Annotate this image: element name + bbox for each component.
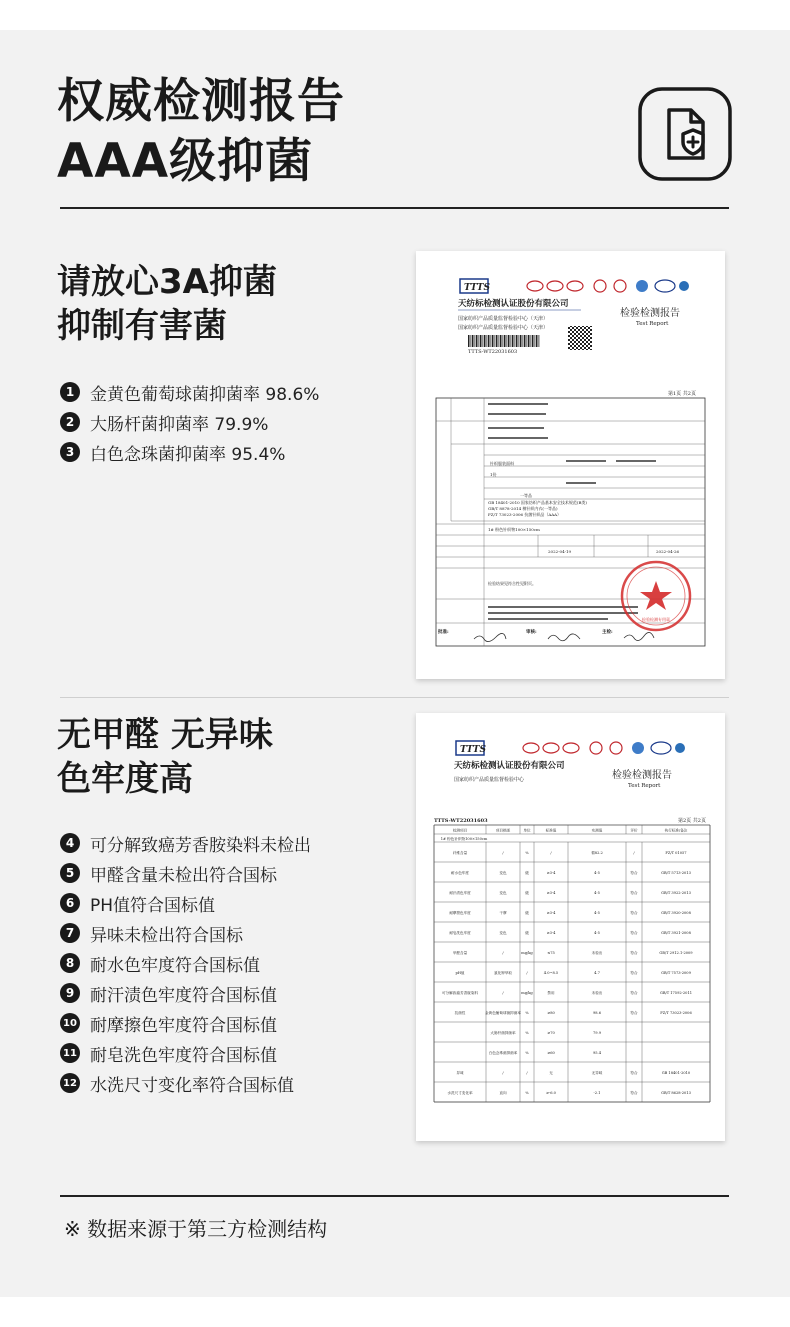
footer-note: ※ 数据来源于第三方检测结构 xyxy=(64,1217,328,1241)
table-cell: 4-5 xyxy=(594,911,600,915)
table-cell: 95.4 xyxy=(592,1051,602,1055)
table-cell: 级 xyxy=(525,911,529,915)
number-badge: 3 xyxy=(60,442,80,462)
table-header-cell: 评价 xyxy=(630,828,638,833)
table-cell: 白色念珠菌抑菌率 xyxy=(488,1051,518,1055)
table-cell: GB/T 5713-2013 xyxy=(661,871,691,875)
table-cell: 4.0~8.5 xyxy=(543,971,559,975)
signatures xyxy=(438,628,654,642)
svg-text:TTTS: TTTS xyxy=(464,283,490,293)
table-cell: ≥-6.0 xyxy=(546,1091,556,1095)
section1-title-line-2: 抑制有害菌 xyxy=(57,306,227,346)
number-badge: 8 xyxy=(60,953,80,973)
list-item-text: 耐摩擦色牢度符合国标值 xyxy=(90,1015,277,1036)
certified-document-icon xyxy=(637,86,733,182)
table-cell: 无异味 xyxy=(591,1071,603,1075)
table-header-cell: 检测项目 xyxy=(452,828,468,833)
svg-text:一等品: 一等品 xyxy=(520,493,532,498)
table-cell: ≥80 xyxy=(547,1011,555,1015)
page-title-line-1: 权威检测报告 xyxy=(57,74,345,129)
table-cell: 98.6 xyxy=(592,1011,602,1015)
table-cell: 大肠杆菌抑菌率 xyxy=(490,1031,516,1035)
svg-text:2022-04-19: 2022-04-19 xyxy=(548,549,572,554)
table-cell: FZ/T 01057 xyxy=(665,851,687,855)
report1-title: 检验检测报告 xyxy=(620,308,680,319)
section2-title-line-1: 无甲醛 无异味 xyxy=(57,715,273,755)
svg-text:GB/T 8878-2014 棉针织内衣(一等品): GB/T 8878-2014 棉针织内衣(一等品) xyxy=(488,506,558,511)
list-item-text: 金黄色葡萄球菌抑菌率 98.6% xyxy=(90,384,320,405)
table-cell: % xyxy=(525,851,529,855)
table-cell: % xyxy=(525,1051,529,1055)
table-cell: pH值 xyxy=(455,971,465,975)
table-cell: % xyxy=(525,1091,529,1095)
table-cell: 变色 xyxy=(499,931,507,935)
number-badge: 11 xyxy=(60,1043,80,1063)
table-cell: GB/T 3922-2013 xyxy=(661,891,691,895)
table-cell: 级 xyxy=(525,931,529,935)
test-report-page-1 xyxy=(416,251,725,679)
table-cell: 金黄色葡萄球菌抑菌率 xyxy=(485,1011,521,1015)
table-cell: 甲醛含量 xyxy=(452,951,468,955)
table-cell: / xyxy=(502,951,504,955)
table-cell: 耐摩擦色牢度 xyxy=(449,911,471,915)
svg-text:1份: 1份 xyxy=(490,472,497,477)
table-cell: 符合 xyxy=(630,1071,638,1075)
number-badge: 4 xyxy=(60,833,80,853)
number-badge: 1 xyxy=(60,382,80,402)
table-cell: 级 xyxy=(525,891,529,895)
table-cell: 4.7 xyxy=(594,971,600,975)
table-header-cell: 项目描述 xyxy=(495,828,511,833)
table-cell: 符合 xyxy=(630,1091,638,1095)
svg-text:1# 粉色针织物100×150cm: 1# 粉色针织物100×150cm xyxy=(488,527,540,532)
table-cell: 可分解致癌芳香胺染料 xyxy=(442,991,478,995)
list-item-text: 耐汗渍色牢度符合国标值 xyxy=(90,985,277,1006)
top-band xyxy=(0,0,790,30)
table-cell: 符合 xyxy=(630,931,638,935)
table-cell: GB/T 2912.1-2009 xyxy=(659,951,693,955)
list-item xyxy=(60,978,311,1008)
list-item xyxy=(60,828,311,858)
section1-title-line-1: 请放心3A抑菌 xyxy=(57,262,277,302)
table-cell: 变色 xyxy=(499,871,507,875)
table-cell: ≥70 xyxy=(547,1031,555,1035)
list-item-text: 耐水色牢度符合国标值 xyxy=(90,955,260,976)
table-cell: / xyxy=(502,851,504,855)
svg-text:主检:: 主检: xyxy=(602,630,613,635)
table-cell: 符合 xyxy=(630,971,638,975)
table-cell: 符合 xyxy=(630,991,638,995)
list-item-text: 异味未检出符合国标 xyxy=(90,925,243,946)
divider-bottom xyxy=(60,1195,729,1197)
table-cell: 耐水色牢度 xyxy=(451,871,469,875)
table-cell: / xyxy=(550,851,552,855)
table-cell: 直向 xyxy=(499,1091,507,1095)
list-item xyxy=(60,1038,311,1068)
number-badge: 10 xyxy=(60,1013,80,1033)
list-item xyxy=(60,437,319,467)
report1-page: 第1页 共2页 xyxy=(668,391,696,397)
number-badge: 7 xyxy=(60,923,80,943)
table-cell: 氯化钾萃取 xyxy=(494,971,512,975)
list-item xyxy=(60,377,319,407)
table-cell: / xyxy=(633,851,635,855)
report2-center: 国家纺织产品质量监督检验中心 xyxy=(454,777,525,783)
section2-list xyxy=(60,828,311,1098)
table-cell: 未检出 xyxy=(591,991,603,995)
number-badge: 12 xyxy=(60,1073,80,1093)
list-item-text: 可分解致癌芳香胺染料未检出 xyxy=(90,835,311,856)
bottom-band xyxy=(0,1297,790,1327)
table-cell: -2.1 xyxy=(593,1091,601,1095)
svg-text:检验检测专用章: 检验检测专用章 xyxy=(642,617,670,622)
table-cell: FZ/T 73023-2006 xyxy=(660,1011,692,1015)
list-item-text: 大肠杆菌抑菌率 79.9% xyxy=(90,414,269,435)
table-cell: ≥3-4 xyxy=(546,931,556,935)
list-item xyxy=(60,948,311,978)
inspection-stamp xyxy=(622,562,690,630)
table-cell: 未检出 xyxy=(591,951,603,955)
table-header-cell: 单位 xyxy=(523,828,531,833)
certification-marks xyxy=(527,280,689,292)
table-cell: 符合 xyxy=(630,1011,638,1015)
list-item xyxy=(60,858,311,888)
table-cell: 干摩 xyxy=(499,911,507,915)
table-cell: / xyxy=(502,991,504,995)
table-cell: GB/T 17592-2011 xyxy=(659,991,693,995)
table-cell: GB/T 3920-2008 xyxy=(661,911,691,915)
list-item xyxy=(60,407,319,437)
report2-table xyxy=(434,825,710,1102)
list-item-text: 甲醛含量未检出符合国标 xyxy=(90,865,277,886)
table-cell: GB/T 8628-2013 xyxy=(661,1091,691,1095)
list-item xyxy=(60,918,311,948)
report1-center: 国家纺织产品质量监督检验中心（天津） xyxy=(458,316,549,322)
list-item-text: 耐皂洗色牢度符合国标值 xyxy=(90,1045,277,1066)
table-cell: % xyxy=(525,1031,529,1035)
svg-text:检验结果见符合性见附页。: 检验结果见符合性见附页。 xyxy=(488,581,536,586)
page-title xyxy=(57,72,345,192)
list-item xyxy=(60,1068,311,1098)
report2-number: TTTS-WT22031603 xyxy=(434,818,488,824)
svg-text:批准:: 批准: xyxy=(438,630,449,635)
table-cell: 抗菌性 xyxy=(454,1011,466,1015)
table-cell: 79.9 xyxy=(592,1031,602,1035)
table-cell: / xyxy=(526,1071,528,1075)
svg-text:针织服装面料: 针织服装面料 xyxy=(490,461,514,466)
table-cell: % xyxy=(525,1011,529,1015)
table-cell: 变色 xyxy=(499,891,507,895)
table-cell: 禁用 xyxy=(547,991,555,995)
table-cell: 4-5 xyxy=(594,871,600,875)
table-cell: ≤75 xyxy=(547,951,555,955)
number-badge: 5 xyxy=(60,863,80,883)
table-cell: 耐汗渍色牢度 xyxy=(449,891,471,895)
number-badge: 6 xyxy=(60,893,80,913)
number-badge: 2 xyxy=(60,412,80,432)
report2-page: 第2页 共2页 xyxy=(678,818,706,824)
svg-text:GB 18401-2010 国家纺织产品基本安全技术规范(B: GB 18401-2010 国家纺织产品基本安全技术规范(B类) xyxy=(488,500,587,505)
test-report-page-2 xyxy=(416,713,725,1141)
table-cell: 符合 xyxy=(630,911,638,915)
svg-text:TTTS: TTTS xyxy=(460,745,486,755)
table-cell: / xyxy=(526,971,528,975)
report1-number: TTTS-WT22031603 xyxy=(468,349,518,355)
table-cell: 级 xyxy=(525,871,529,875)
report1-center-2: 国家纺织产品质量监督检验中心（天津） xyxy=(458,325,549,331)
svg-text:FZ/T 73023-2006 抗菌针织品（AAA）: FZ/T 73023-2006 抗菌针织品（AAA） xyxy=(488,512,562,517)
table-cell: GB/T 3921-2008 xyxy=(661,931,691,935)
list-item xyxy=(60,888,311,918)
report1-company: 天纺标检测认证股份有限公司 xyxy=(458,299,569,309)
table-cell: 符合 xyxy=(630,871,638,875)
table-cell: ≥3-4 xyxy=(546,871,556,875)
table-cell: 异味 xyxy=(456,1071,464,1075)
report2-title-en: Test Report xyxy=(628,783,661,789)
section-spacer xyxy=(60,697,729,698)
table-cell: mg/kg xyxy=(521,991,533,995)
divider-top xyxy=(60,207,729,209)
table-cell: 棉82.2 xyxy=(591,851,603,855)
list-item-text: 水洗尺寸变化率符合国标值 xyxy=(90,1075,294,1096)
table-header-cell: 实测值 xyxy=(591,828,603,833)
table-header-cell: 标准值 xyxy=(545,828,557,833)
table-cell: 水洗尺寸变化率 xyxy=(447,1091,473,1095)
table-sample-row: 1# 粉色针织物100×150cm xyxy=(440,837,488,841)
list-item xyxy=(60,1008,311,1038)
table-cell: ≥3-4 xyxy=(546,891,556,895)
table-cell: 纤维含量 xyxy=(452,851,468,855)
table-cell: 无 xyxy=(549,1071,553,1075)
section2-title xyxy=(57,713,273,801)
table-cell: 符合 xyxy=(630,891,638,895)
qr-code xyxy=(568,326,592,350)
table-cell: GB/T 7573-2009 xyxy=(661,971,691,975)
table-cell: mg/kg xyxy=(521,951,533,955)
number-badge: 9 xyxy=(60,983,80,1003)
report1-title-en: Test Report xyxy=(636,321,669,327)
table-cell: 符合 xyxy=(630,951,638,955)
report2-company: 天纺标检测认证股份有限公司 xyxy=(454,761,565,771)
certification-marks xyxy=(523,742,685,754)
table-cell: GB 18401-2010 xyxy=(661,1071,691,1075)
table-cell: ≥60 xyxy=(547,1051,555,1055)
table-cell: 4-5 xyxy=(594,931,600,935)
svg-text:2022-04-26: 2022-04-26 xyxy=(656,549,680,554)
table-cell: 耐皂洗色牢度 xyxy=(449,931,471,935)
section1-title xyxy=(57,260,277,348)
table-cell: 4-5 xyxy=(594,891,600,895)
table-cell: / xyxy=(502,1071,504,1075)
svg-text:审核:: 审核: xyxy=(526,630,537,635)
barcode xyxy=(468,335,540,347)
report2-title: 检验检测报告 xyxy=(612,770,672,781)
section2-title-line-2: 色牢度高 xyxy=(57,759,193,799)
table-header-cell: 执行标准/备注 xyxy=(664,828,688,833)
list-item-text: PH值符合国标值 xyxy=(90,895,216,916)
list-item-text: 白色念珠菌抑菌率 95.4% xyxy=(90,444,286,465)
page-title-line-2: AAA级抑菌 xyxy=(57,134,314,189)
section1-list xyxy=(60,377,319,467)
table-cell: ≥3-4 xyxy=(546,911,556,915)
